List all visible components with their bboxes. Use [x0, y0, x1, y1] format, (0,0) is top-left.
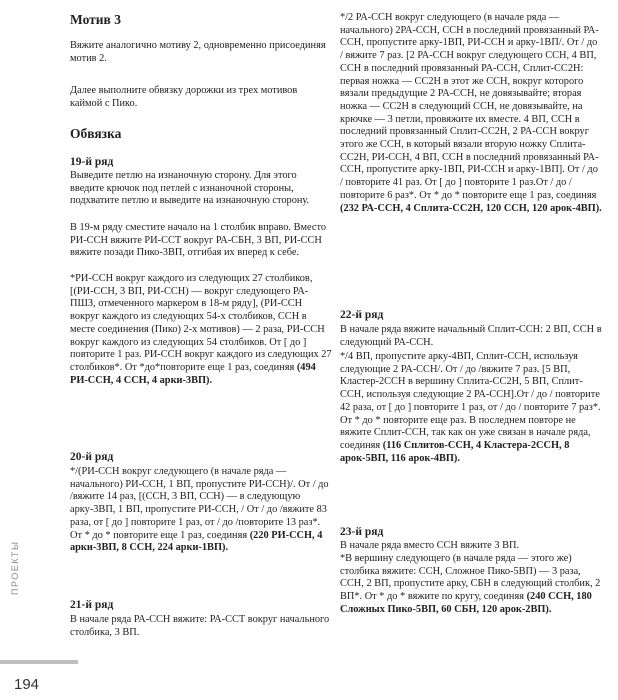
row-instructions: */2 РА-ССН вокруг следующего (в начале ряда — начального) 2РА-ССН, ССН в последний провязанный РА-ССН, пропустите арку-1ВП, РИ-ССН и арку-1ВП/. От / до / вяжите 7 раз. [2 РА-ССН вокруг следующего ССН, 4 ВП, ССН в последний провязанный РА-ССН, Сплит-СС2Н: первая ножка — СС2Н в этот же ССН, вокруг которого вязали предыдущие 2 РА-ССН, не довязывайте; вторая ножка — СС2Н в следующий ССН, не довязывайте, на крючке — 3 петли, провяжите их вместе. 4 ВП, ССН в последний провязанный Сплит-СС2Н, 2 РА-ССН вокруг этого же ССН, в который вязали вторую ножку Сплита-СС2Н, РИ-ССН, 4 ВП, ССН в последний провязанный РА-ССН, пропустите арку-1ВП, РИ-ССН и арку-1ВП]. От / до / повторите 41 раз. От [ до ] повторите 1 раз.От / до / повторите 6 раз*. От * до * повторите еще 1 раз, соединяя	[340, 12, 599, 201]
row-heading: 19-й ряд	[70, 156, 114, 168]
row-heading: 22-й ряд	[340, 309, 384, 321]
row-result: (116 Сплитов-ССН, 4 Кластера-2ССН, 8 арок-5ВП, 116 арок-4ВП).	[340, 439, 570, 464]
footer-rule	[0, 660, 78, 664]
row-paragraph: В начале ряда РА-ССН вяжите: РА-ССТ вокруг начального столбика, 3 ВП.	[70, 614, 330, 638]
row-result: (240 ССН, 180 Сложных Пико-5ВП, 60 СБН, 120 арок-2ВП).	[340, 591, 592, 615]
row-instructions: *В вершину следующего (в начале ряда — этого же) столбика вяжите: ССН, Сложное Пико-5ВП) — 3 раза, ССН, 2 ВП, пропустите арку, СБН в следующий столбик, 2 ВП*. От * до * вяжите по кругу, соединяя	[340, 553, 601, 603]
row-paragraph	[340, 553, 602, 617]
row-instructions: */4 ВП, пропустите арку-4ВП, Сплит-ССН, используя следующие 2 РА-ССН/. От / до /вяжите 7 раз. [5 ВП, Кластер-2ССН в вершину Сплита-СС2Н, 5 ВП, Сплит-ССН, используя следующие 2 РА-ССН].От / до / повторите 42 раза, от [ до ] повторите 1 раз, от / до / повторите 7 раз*. От * до * повторите еще раз. В последнем повторе не вяжите Сплит-ССН, так как он уже связан в начале ряда, соединяя	[340, 351, 601, 451]
motif-paragraph: Вяжите аналогично мотиву 2, одновременно присоединяя мотив 2.	[70, 40, 326, 64]
section-side-label: ПРОЕКТЫ	[10, 540, 20, 595]
row-instructions: */(РИ-ССН вокруг следующего (в начале ряда — начального) РИ-ССН, 1 ВП, пропустите РИ-ССН)/. От / до /вяжите 14 раз, [(ССН, 3 ВП, ССН) — в следующую арку-3ВП, 1 ВП, пропустите РИ-ССН, / От / до /вяжите 83 раза, от [ до ] повторите 1 раз, от / до /повторите 13 раз*. От * до * повторите еще 1 раз, соединяя	[70, 466, 329, 541]
section-title: Обвязка	[70, 126, 122, 141]
row-paragraph	[70, 273, 332, 387]
row-paragraph	[340, 12, 602, 215]
row-paragraph: В начале ряда вяжите начальный Сплит-ССН: 2 ВП, ССН в следующий РА-ССН.	[340, 324, 602, 348]
row-paragraph: Выведите петлю на изнаночную сторону. Для этого введите крючок под петлей с изнаночной стороны, подхватите петлю и выведите на изнаночную сторону.	[70, 170, 310, 207]
row-heading: 20-й ряд	[70, 451, 114, 463]
row-result: (220 РИ-ССН, 4 арки-3ВП, 8 ССН, 224 арки-1ВП).	[70, 529, 323, 554]
row-paragraph	[70, 466, 332, 555]
row-instructions: *РИ-ССН вокруг каждого из следующих 27 столбиков, [(РИ-ССН, 3 ВП, РИ-ССН) — вокруг следующего РА-ПШЗ, отмеченного маркером в 18-м ряду], (РИ-ССН вокруг каждого из следующих 54-х столбиков, ССН в месте соединения (Пико) 2-х мотивов) — 2 раза, РИ-ССН вокруг каждого из следующих 54 столбиков. От [ до ] повторите 1 раз. РИ-ССН вокруг каждого из следующих 27 столбиков*. От *до*повторите еще 1 раз, соединяя	[70, 273, 332, 373]
page-number: 194	[14, 676, 40, 693]
row-paragraph: В начале ряда вместо ССН вяжите 3 ВП.	[340, 540, 520, 551]
row-paragraph	[340, 351, 602, 465]
row-heading: 23-й ряд	[340, 526, 384, 538]
row-heading: 21-й ряд	[70, 599, 114, 611]
motif-paragraph: Далее выполните обвязку дорожки из трех мотивов каймой с Пико.	[70, 85, 298, 109]
row-result: (232 РА-ССН, 4 Сплита-СС2Н, 120 ССН, 120 арок-4ВП).	[340, 202, 602, 214]
motif-title: Мотив 3	[70, 12, 121, 27]
row-paragraph: В 19-м ряду сместите начало на 1 столбик вправо. Вместо РИ-ССН вяжите РИ-ССТ вокруг РА-СБН, 3 ВП, РИ-ССН вяжите позади Пико-3ВП, отгибая их вперед к себе.	[70, 222, 327, 259]
row-result: (494 РИ-ССН, 4 ССН, 4 арки-3ВП).	[70, 361, 316, 386]
